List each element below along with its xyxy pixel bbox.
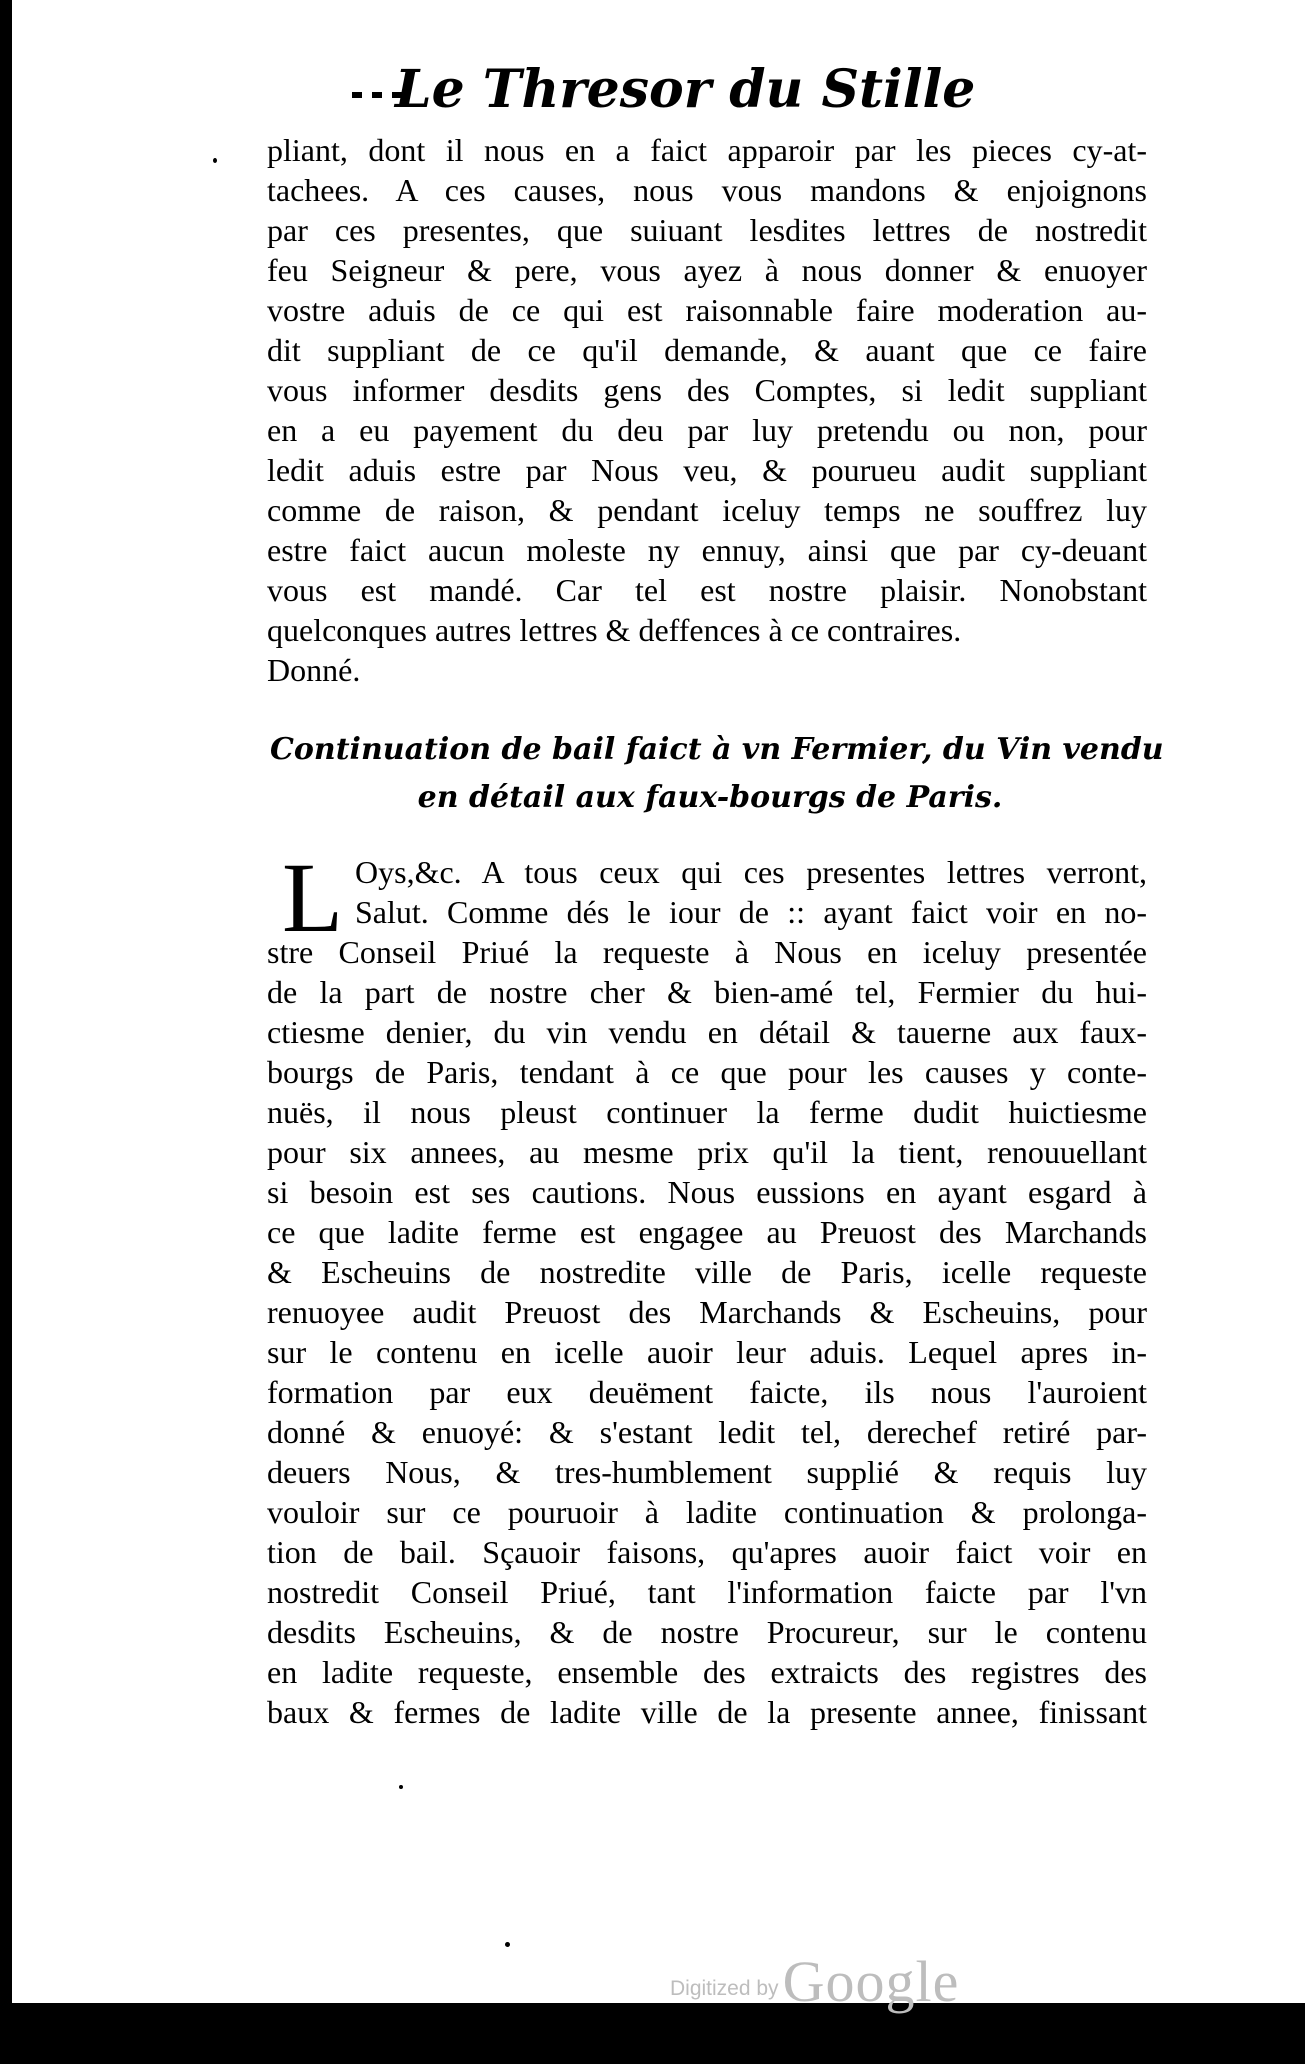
section-heading-line: Continuation de bail faict à vn Fermier, du Vin vendu xyxy=(270,732,1164,767)
running-head: Le Thresor du Stille xyxy=(395,59,976,120)
text-line: pour six annees, au mesme prix qu'il la tient, renouuellant xyxy=(267,1134,1147,1170)
text-line: de la part de nostre cher & bien-amé tel, Fermier du hui- xyxy=(267,974,1147,1010)
previous-letter-text xyxy=(267,130,1147,690)
print-speck xyxy=(213,158,217,163)
text-line: ce que ladite ferme est engagee au Preuost des Marchands xyxy=(267,1214,1147,1250)
text-line: baux & fermes de ladite ville de la presente annee, finissant xyxy=(267,1694,1147,1730)
google-logo: Google xyxy=(782,1949,960,2014)
text-line: ctiesme denier, du vin vendu en détail & tauerne aux faux- xyxy=(267,1014,1147,1050)
text-line: vous est mandé. Car tel est nostre plaisir. Nonobstant xyxy=(267,572,1147,608)
text-line: donné & enuoyé: & s'estant ledit tel, derechef retiré par- xyxy=(267,1414,1147,1450)
text-line: renuoyee audit Preuost des Marchands & Escheuins, pour xyxy=(267,1294,1147,1330)
digitized-watermark xyxy=(670,1948,959,2015)
text-line: formation par eux deuëment faicte, ils nous l'auroient xyxy=(267,1374,1147,1410)
text-line: dit suppliant de ce qu'il demande, & auant que ce faire xyxy=(267,332,1147,368)
ornament-dash xyxy=(372,92,382,98)
text-line: bourgs de Paris, tendant à ce que pour les causes y conte- xyxy=(267,1054,1147,1090)
text-line: Salut. Comme dés le iour de :: ayant faict voir en no- xyxy=(355,894,1147,930)
watermark-prefix: Digitized by xyxy=(670,1977,779,2000)
text-line: si besoin est ses cautions. Nous eussions en ayant esgard à xyxy=(267,1174,1147,1210)
letter-opening xyxy=(355,852,1147,932)
text-line: estre faict aucun moleste ny ennuy, ainsi que par cy-deuant xyxy=(267,532,1147,568)
text-line: par ces presentes, que suiuant lesdites lettres de nostredit xyxy=(267,212,1147,248)
print-speck xyxy=(505,1942,510,1947)
text-line: deuers Nous, & tres-humblement supplié & requis luy xyxy=(267,1454,1147,1490)
text-line: Donné. xyxy=(267,652,361,688)
text-line: Oys,&c. A tous ceux qui ces presentes lettres verront, xyxy=(355,854,1147,890)
print-speck xyxy=(399,1785,403,1789)
section-heading xyxy=(270,726,1164,822)
letter-body xyxy=(267,932,1147,1732)
text-line: comme de raison, & pendant iceluy temps ne souffrez luy xyxy=(267,492,1147,528)
text-line: sur le contenu en icelle auoir leur aduis. Lequel apres in- xyxy=(267,1334,1147,1370)
text-line: tachees. A ces causes, nous vous mandons & enjoignons xyxy=(267,172,1147,208)
text-line: & Escheuins de nostredite ville de Paris, icelle requeste xyxy=(267,1254,1147,1290)
text-line: nostredit Conseil Priué, tant l'information faicte par l'vn xyxy=(267,1574,1147,1610)
section-heading-line: en détail aux faux-bourgs de Paris. xyxy=(417,780,1003,815)
ornament-dash xyxy=(352,92,362,98)
text-line: desdits Escheuins, & de nostre Procureur, sur le contenu xyxy=(267,1614,1147,1650)
text-line: tion de bail. Sçauoir faisons, qu'apres auoir faict voir en xyxy=(267,1534,1147,1570)
text-line: vostre aduis de ce qui est raisonnable faire moderation au- xyxy=(267,292,1147,328)
drop-cap: L xyxy=(282,842,344,953)
text-line: pliant, dont il nous en a faict apparoir par les pieces cy-at- xyxy=(267,132,1147,168)
text-line: quelconques autres lettres & deffences à ce contraires. xyxy=(267,612,962,648)
text-line: vouloir sur ce pouruoir à ladite continuation & prolonga- xyxy=(267,1494,1147,1530)
text-line: vous informer desdits gens des Comptes, si ledit suppliant xyxy=(267,372,1147,408)
text-line: en ladite requeste, ensemble des extraicts des registres des xyxy=(267,1654,1147,1690)
text-line: en a eu payement du deu par luy pretendu ou non, pour xyxy=(267,412,1147,448)
text-line: feu Seigneur & pere, vous ayez à nous donner & enuoyer xyxy=(267,252,1147,288)
text-line: ledit aduis estre par Nous veu, & pourueu audit suppliant xyxy=(267,452,1147,488)
text-line: nuës, il nous pleust continuer la ferme dudit huictiesme xyxy=(267,1094,1147,1130)
text-line: stre Conseil Priué la requeste à Nous en iceluy presentée xyxy=(267,934,1147,970)
